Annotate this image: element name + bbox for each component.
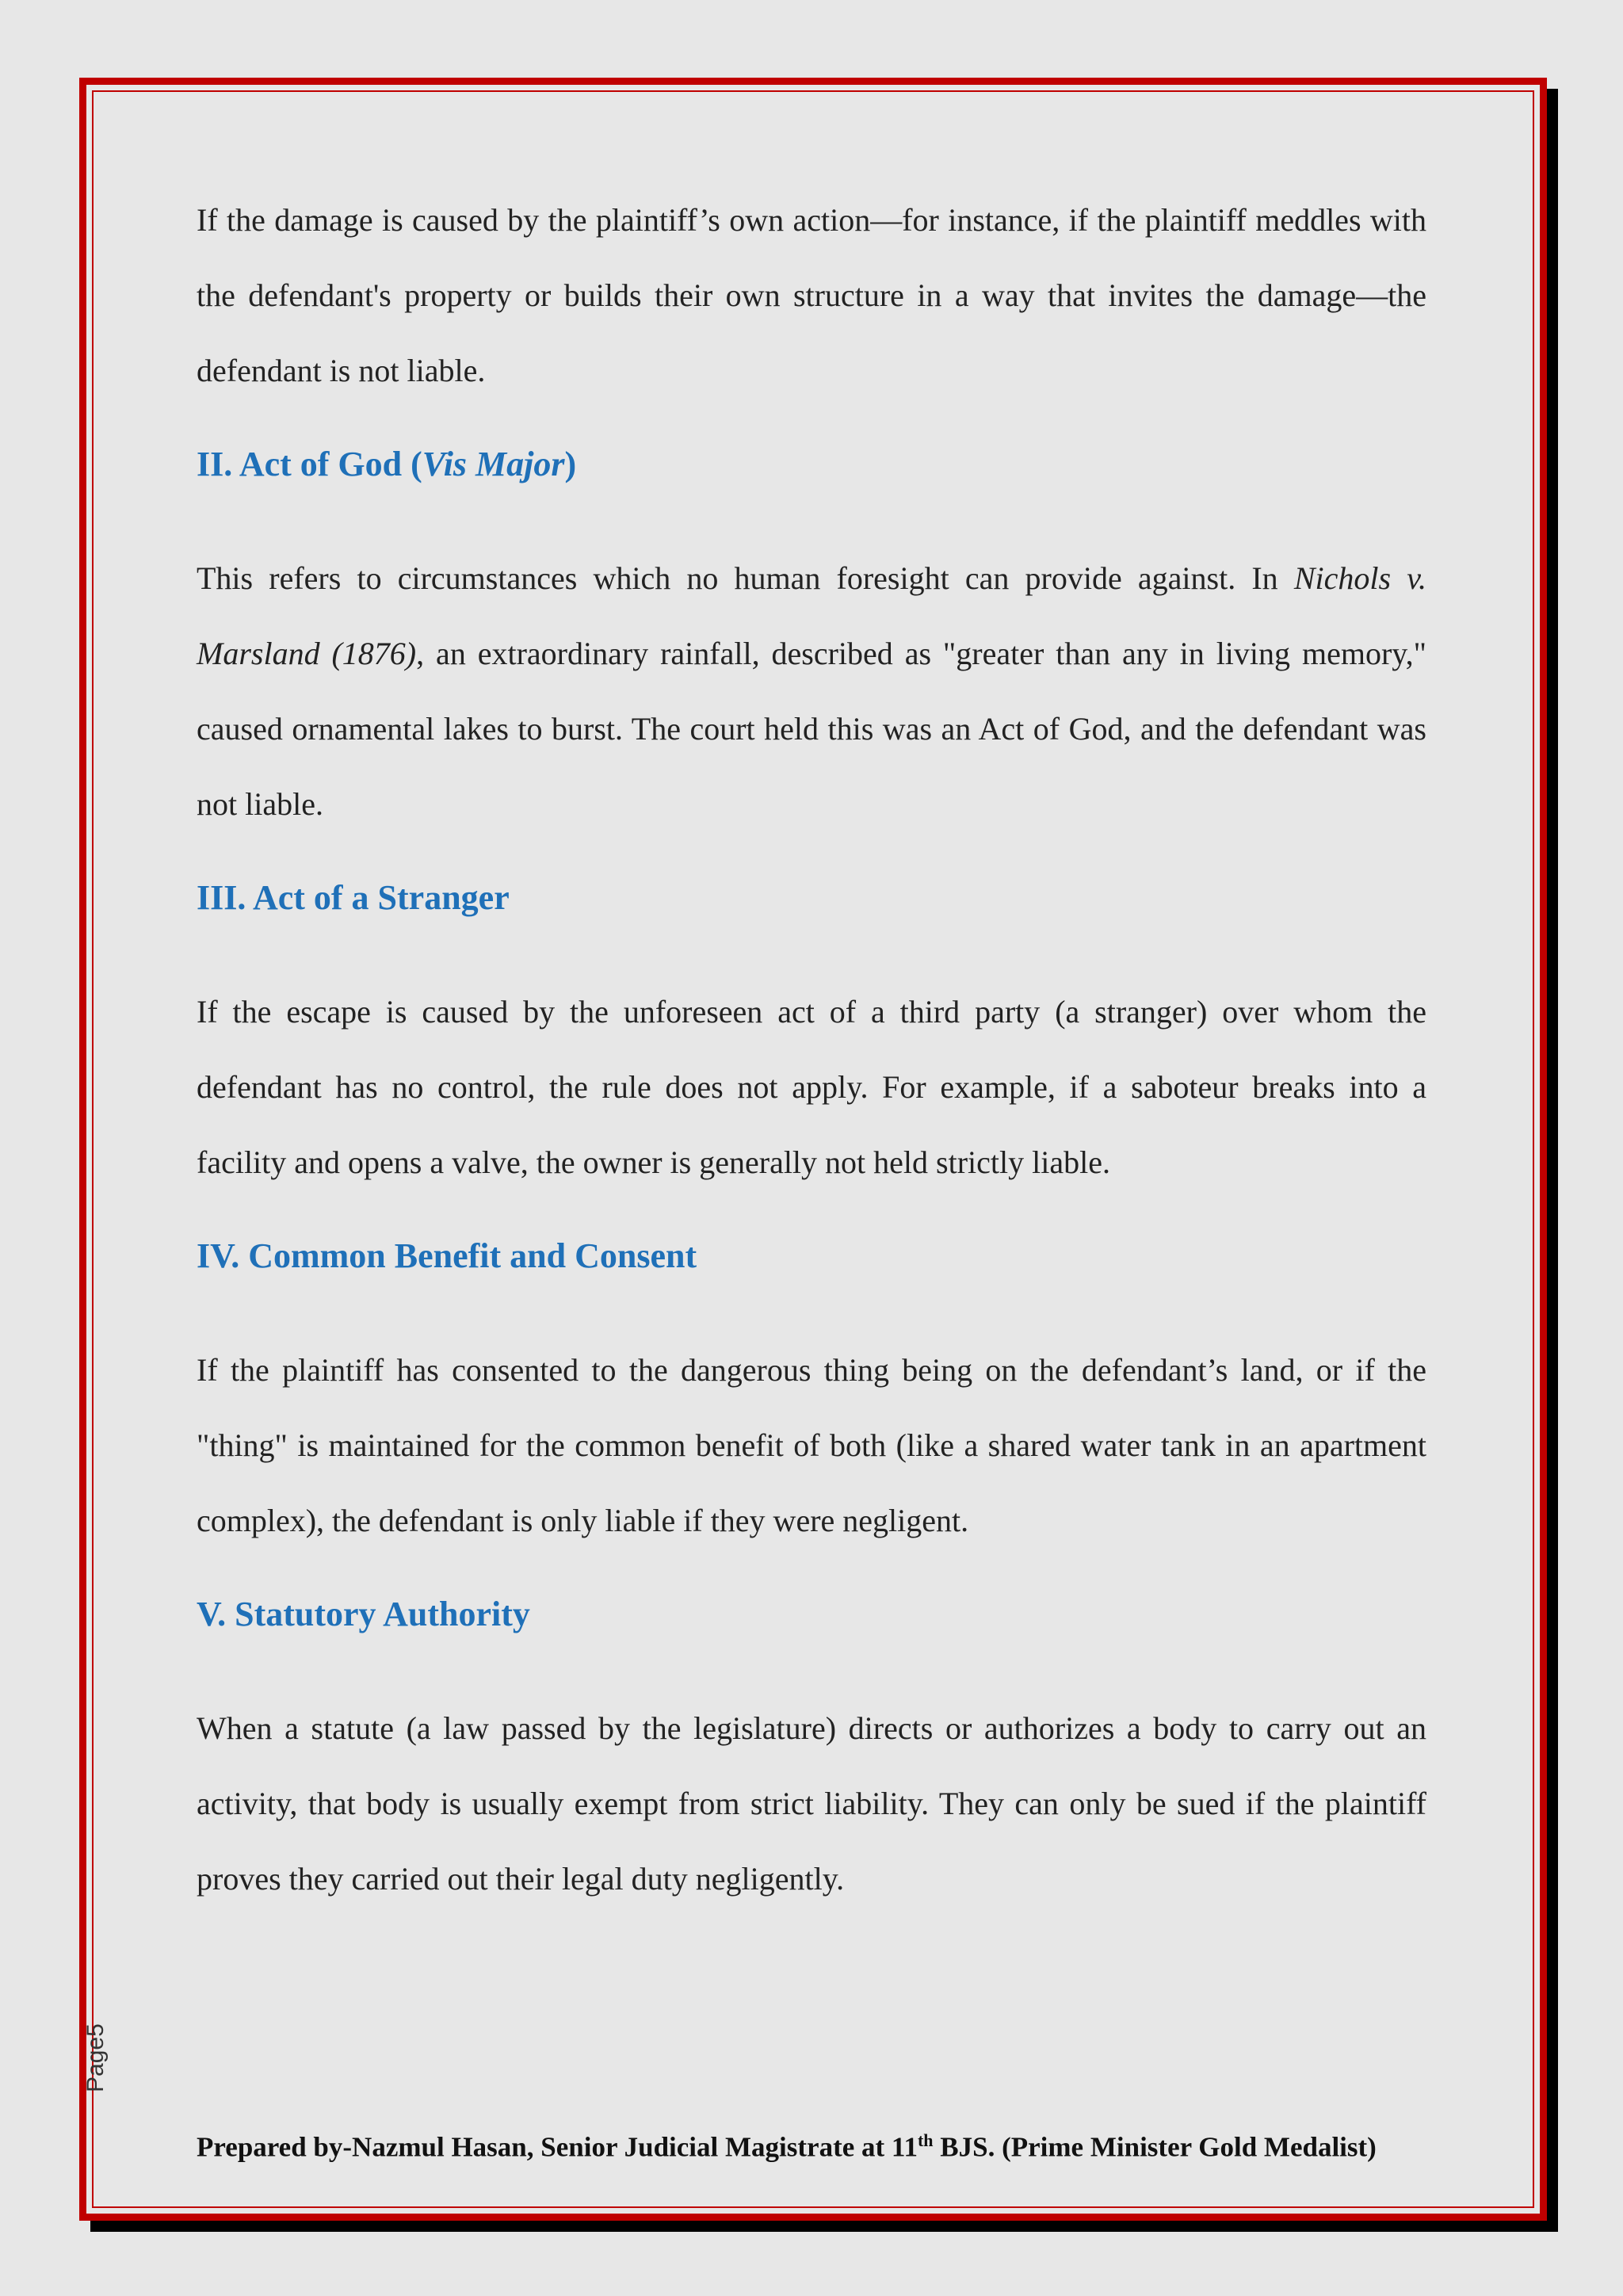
heading-text-end: ) <box>564 445 577 483</box>
document-body <box>197 182 1426 1916</box>
section-heading-act-of-god <box>197 442 1426 487</box>
footer-text-end: BJS. (Prime Minister Gold Medalist) <box>933 2131 1377 2163</box>
footer-credit <box>197 2130 1433 2164</box>
section-paragraph-statutory-authority: When a statute (a law passed by the legislature) directs or authorizes a body to carry out an activity, that body is usually exempt from strict liability. They can only be sued if the plaintiff proves they carried out their legal duty negligently. <box>197 1710 1426 1897</box>
section-heading-common-benefit: IV. Common Benefit and Consent <box>197 1236 697 1275</box>
section-heading-act-of-stranger: III. Act of a Stranger <box>197 878 510 917</box>
footer-text: Prepared by-Nazmul Hasan, Senior Judicial Magistrate at 11 <box>197 2131 918 2163</box>
section-paragraph-act-of-stranger: If the escape is caused by the unforeseen act of a third party (a stranger) over whom the defendant has no control, the rule does not apply. For example, if a saboteur breaks into a facility and opens a valve, the owner is generally not held strictly liable. <box>197 994 1426 1180</box>
section-paragraph-act-of-god <box>197 541 1426 842</box>
intro-paragraph: If the damage is caused by the plaintiff’s own action—for instance, if the plaintiff meddles with the defendant's property or builds their own structure in a way that invites the damage—the defendant is not liable. <box>197 202 1426 388</box>
page-number: Page5 <box>82 2023 109 2092</box>
case-citation: Nichols v. Marsland (1876) <box>197 560 1426 671</box>
paragraph-text-end: , an extraordinary rainfall, described as "greater than any in living memory," caused ornamental lakes to burst. The court held this was an Act of God, and the defendant was not liable. <box>197 636 1426 822</box>
heading-italic-text: Vis Major <box>422 445 565 483</box>
section-heading-statutory-authority: V. Statutory Authority <box>197 1595 530 1633</box>
heading-text: II. Act of God ( <box>197 445 422 483</box>
footer-superscript: th <box>917 2130 934 2150</box>
paragraph-text: This refers to circumstances which no human foresight can provide against. In <box>197 560 1294 596</box>
section-paragraph-common-benefit: If the plaintiff has consented to the dangerous thing being on the defendant’s land, or if the "thing" is maintained for the common benefit of both (like a shared water tank in an apartment complex), the defendant is only liable if they were negligent. <box>197 1352 1426 1538</box>
